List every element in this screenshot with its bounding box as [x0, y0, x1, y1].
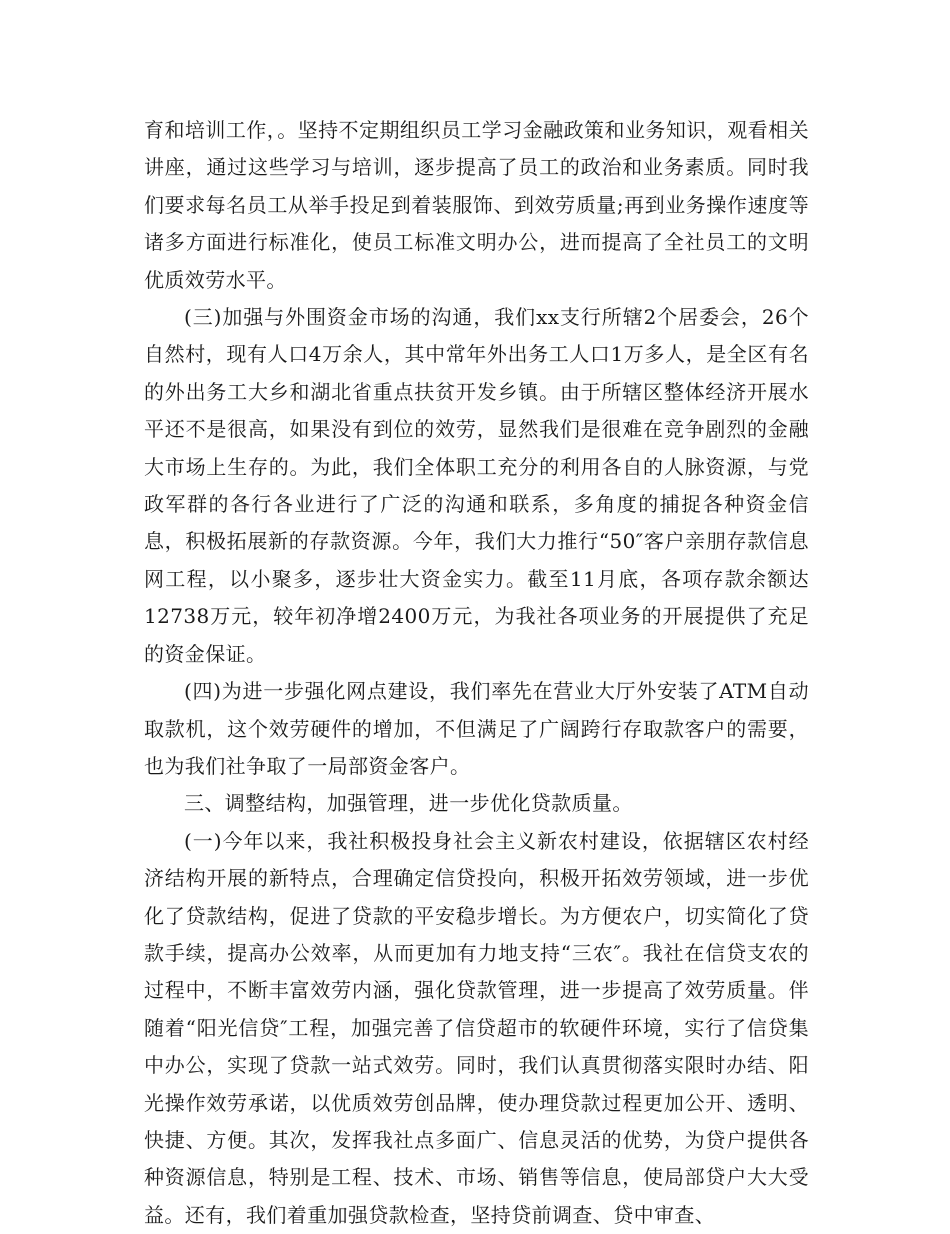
section-heading-3: 三、调整结构，加强管理，进一步优化贷款质量。	[184, 791, 633, 816]
paragraph-continued-training: 育和培训工作，。坚持不定期组织员工学习金融政策和业务知识，观看相关讲座，通过这些学习与培训，逐步提高了员工的政治和业务素质。同时我们要求每名员工从举手投足到着装服饰、到效劳质量;再到业务操作速度等诸多方面进行标准化，使员工标准文明办公，进而提高了全社员工的文明优质效劳水平。	[144, 118, 809, 292]
document-body	[144, 112, 809, 1234]
paragraph-section-3-outreach: (三)加强与外围资金市场的沟通，我们xx支行所辖2个居委会，26个自然村，现有人口4万余人，其中常年外出务工人口1万多人，是全区有名的外出务工大乡和湖北省重点扶贫开发乡镇。由于所辖区整体经济开展水平还不是很高，如果没有到位的效劳，显然我们是很难在竞争剧烈的金融大市场上生存的。为此，我们全体职工充分的利用各自的人脉资源，与党政军群的各行各业进行了广泛的沟通和联系，多角度的捕捉各种资金信息，积极拓展新的存款资源。今年，我们大力推行“50″客户亲朋存款信息网工程，以小聚多，逐步壮大资金实力。截至11月底，各项存款余额达12738万元，较年初净增2400万元，为我社各项业务的开展提供了充足的资金保证。	[144, 305, 809, 666]
paragraph-section-4-atm: (四)为进一步强化网点建设，我们率先在营业大厅外安装了ATM自动取款机，这个效劳硬件的增加，不但满足了广阔跨行存取款客户的需要，也为我们社争取了一局部资金客户。	[144, 679, 809, 778]
paragraph-section-1-loans: (一)今年以来，我社积极投身社会主义新农村建设，依据辖区农村经济结构开展的新特点，合理确定信贷投向，积极开拓效劳领域，进一步优化了贷款结构，促进了贷款的平安稳步增长。为方便农户，切实简化了贷款手续，提高办公效率，从而更加有力地支持“三农″。我社在信贷支农的过程中，不断丰富效劳内涵，强化贷款管理，进一步提高了效劳质量。伴随着“阳光信贷″工程，加强完善了信贷超市的软硬件环境，实行了信贷集中办公，实现了贷款一站式效劳。同时，我们认真贯彻落实限时办结、阳光操作效劳承诺，以优质效劳创品牌，使办理贷款过程更加公开、透明、快捷、方便。其次，发挥我社点多面广、信息灵活的优势，为贷户提供各种资源信息，特别是工程、技术、市场、销售等信息，使局部贷户大大受益。还有，我们着重加强贷款检查，坚持贷前调查、贷中审查、	[144, 828, 809, 1227]
